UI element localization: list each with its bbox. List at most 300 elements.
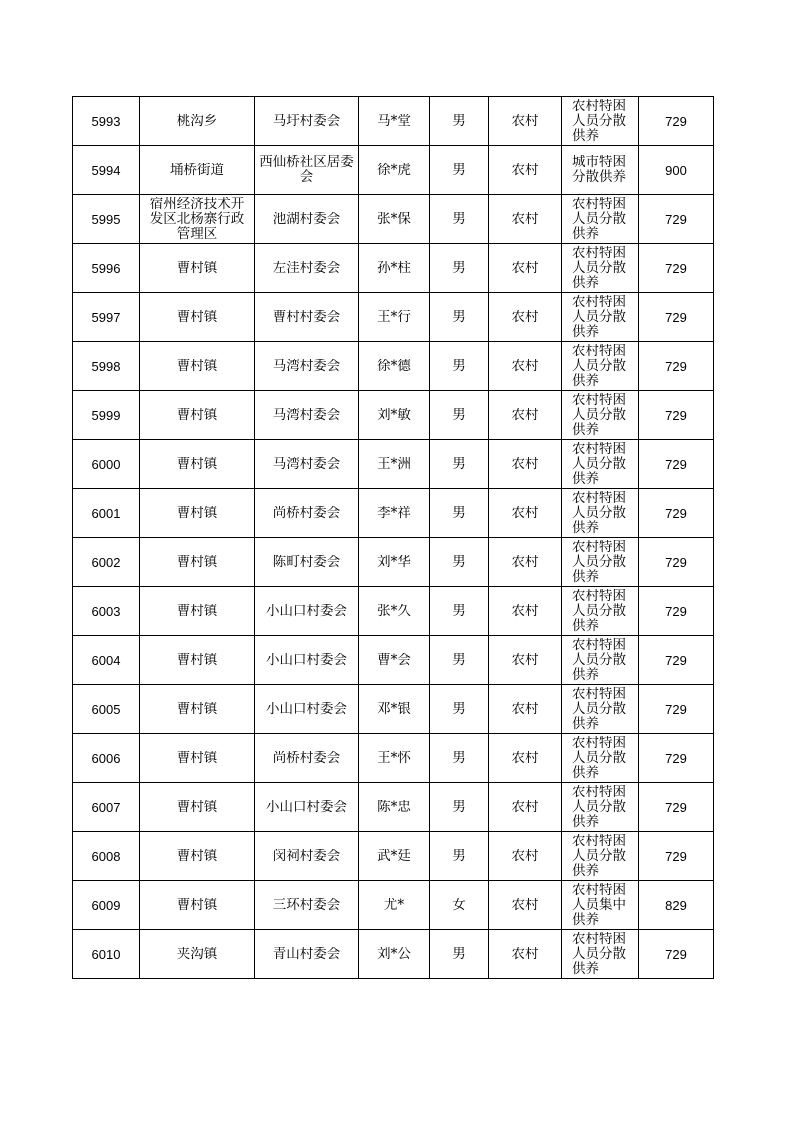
gender-cell xyxy=(430,342,489,391)
table-body xyxy=(73,97,714,979)
person-name-cell xyxy=(359,293,430,342)
village-committee-cell xyxy=(255,538,359,587)
area-type-cell-text: 农村 xyxy=(511,456,539,472)
table-row xyxy=(73,489,714,538)
serial-number-cell-text: 5996 xyxy=(91,260,121,276)
township-cell xyxy=(140,538,255,587)
area-type-cell-text: 农村 xyxy=(511,603,539,619)
amount-cell xyxy=(639,489,714,538)
person-name-cell-text: 王*洲 xyxy=(377,456,411,472)
amount-cell-text: 729 xyxy=(665,358,687,374)
township-cell xyxy=(140,489,255,538)
area-type-cell xyxy=(489,440,562,489)
amount-cell-text: 729 xyxy=(665,701,687,717)
support-category-cell xyxy=(562,587,639,636)
gender-cell xyxy=(430,636,489,685)
gender-cell-text: 男 xyxy=(452,799,466,815)
person-name-cell-text: 王*怀 xyxy=(377,750,411,766)
table-row xyxy=(73,636,714,685)
area-type-cell xyxy=(489,734,562,783)
amount-cell xyxy=(639,832,714,881)
area-type-cell xyxy=(489,489,562,538)
township-cell-text: 曹村镇 xyxy=(176,799,218,815)
area-type-cell xyxy=(489,195,562,244)
person-name-cell xyxy=(359,930,430,979)
gender-cell xyxy=(430,146,489,195)
gender-cell-text: 男 xyxy=(452,505,466,521)
village-committee-cell xyxy=(255,685,359,734)
table-row xyxy=(73,146,714,195)
village-committee-cell-text: 马湾村委会 xyxy=(272,407,341,423)
township-cell-text: 曹村镇 xyxy=(176,554,218,570)
village-committee-cell-text: 小山口村委会 xyxy=(266,799,347,815)
amount-cell-text: 729 xyxy=(665,603,687,619)
township-cell-text: 曹村镇 xyxy=(176,407,218,423)
support-category-cell xyxy=(562,930,639,979)
area-type-cell-text: 农村 xyxy=(511,701,539,717)
village-committee-cell-text: 尚桥村委会 xyxy=(272,750,341,766)
table-row xyxy=(73,244,714,293)
gender-cell-text: 男 xyxy=(452,848,466,864)
village-committee-cell-text: 小山口村委会 xyxy=(266,603,347,619)
area-type-cell-text: 农村 xyxy=(511,260,539,276)
support-category-cell xyxy=(562,97,639,146)
village-committee-cell xyxy=(255,293,359,342)
amount-cell xyxy=(639,587,714,636)
gender-cell xyxy=(430,783,489,832)
area-type-cell-text: 农村 xyxy=(511,211,539,227)
amount-cell-text: 729 xyxy=(665,505,687,521)
village-committee-cell-text: 小山口村委会 xyxy=(266,701,347,717)
village-committee-cell-text: 西仙桥社区居委会 xyxy=(259,155,354,185)
township-cell-text: 曹村镇 xyxy=(176,603,218,619)
support-category-cell xyxy=(562,636,639,685)
person-name-cell xyxy=(359,881,430,930)
serial-number-cell-text: 6006 xyxy=(91,750,121,766)
area-type-cell-text: 农村 xyxy=(511,505,539,521)
township-cell-text: 曹村镇 xyxy=(176,309,218,325)
support-category-cell-text: 农村特困人员分散供养 xyxy=(572,98,626,144)
person-name-cell xyxy=(359,244,430,293)
gender-cell-text: 男 xyxy=(452,358,466,374)
amount-cell xyxy=(639,146,714,195)
township-cell xyxy=(140,97,255,146)
amount-cell-text: 729 xyxy=(665,309,687,325)
township-cell xyxy=(140,881,255,930)
support-category-cell xyxy=(562,538,639,587)
support-category-cell-text: 农村特困人员分散供养 xyxy=(572,196,626,242)
gender-cell-text: 男 xyxy=(452,946,466,962)
serial-number-cell xyxy=(73,538,140,587)
serial-number-cell xyxy=(73,97,140,146)
gender-cell xyxy=(430,195,489,244)
township-cell xyxy=(140,832,255,881)
amount-cell xyxy=(639,195,714,244)
serial-number-cell xyxy=(73,293,140,342)
support-category-cell-text: 农村特困人员分散供养 xyxy=(572,245,626,291)
person-name-cell xyxy=(359,783,430,832)
person-name-cell xyxy=(359,391,430,440)
area-type-cell-text: 农村 xyxy=(511,946,539,962)
village-committee-cell xyxy=(255,97,359,146)
township-cell xyxy=(140,783,255,832)
gender-cell xyxy=(430,391,489,440)
gender-cell xyxy=(430,930,489,979)
table-row xyxy=(73,342,714,391)
amount-cell-text: 829 xyxy=(665,897,687,913)
township-cell-text: 埇桥街道 xyxy=(170,162,224,178)
support-category-cell xyxy=(562,146,639,195)
person-name-cell xyxy=(359,489,430,538)
township-cell-text: 夹沟镇 xyxy=(176,946,218,962)
amount-cell-text: 729 xyxy=(665,848,687,864)
gender-cell xyxy=(430,832,489,881)
village-committee-cell-text: 三环村委会 xyxy=(272,897,341,913)
person-name-cell-text: 徐*虎 xyxy=(377,162,411,178)
village-committee-cell-text: 左洼村委会 xyxy=(272,260,341,276)
village-committee-cell xyxy=(255,783,359,832)
township-cell-text: 曹村镇 xyxy=(176,848,218,864)
person-name-cell-text: 刘*公 xyxy=(377,946,411,962)
township-cell xyxy=(140,293,255,342)
area-type-cell xyxy=(489,832,562,881)
table-row xyxy=(73,195,714,244)
gender-cell xyxy=(430,587,489,636)
person-name-cell-text: 武*廷 xyxy=(377,848,411,864)
township-cell-text: 曹村镇 xyxy=(176,652,218,668)
gender-cell-text: 男 xyxy=(452,701,466,717)
support-category-cell xyxy=(562,489,639,538)
serial-number-cell xyxy=(73,832,140,881)
village-committee-cell-text: 小山口村委会 xyxy=(266,652,347,668)
village-committee-cell-text: 青山村委会 xyxy=(272,946,341,962)
support-category-cell-text: 农村特困人员分散供养 xyxy=(572,833,626,879)
support-category-cell xyxy=(562,832,639,881)
person-name-cell-text: 张*保 xyxy=(377,211,411,227)
township-cell xyxy=(140,244,255,293)
support-category-cell-text: 农村特困人员分散供养 xyxy=(572,441,626,487)
person-name-cell-text: 尤* xyxy=(383,897,405,913)
amount-cell-text: 729 xyxy=(665,750,687,766)
area-type-cell xyxy=(489,146,562,195)
amount-cell xyxy=(639,293,714,342)
serial-number-cell-text: 6010 xyxy=(91,946,121,962)
township-cell xyxy=(140,734,255,783)
village-committee-cell-text: 马湾村委会 xyxy=(272,358,341,374)
amount-cell xyxy=(639,734,714,783)
support-category-cell xyxy=(562,342,639,391)
person-name-cell-text: 孙*柱 xyxy=(377,260,411,276)
serial-number-cell-text: 6008 xyxy=(91,848,121,864)
amount-cell xyxy=(639,783,714,832)
gender-cell-text: 男 xyxy=(452,162,466,178)
village-committee-cell xyxy=(255,391,359,440)
table-row xyxy=(73,538,714,587)
area-type-cell xyxy=(489,881,562,930)
support-category-cell-text: 农村特困人员分散供养 xyxy=(572,637,626,683)
area-type-cell xyxy=(489,293,562,342)
serial-number-cell xyxy=(73,636,140,685)
amount-cell-text: 729 xyxy=(665,113,687,129)
area-type-cell-text: 农村 xyxy=(511,652,539,668)
area-type-cell xyxy=(489,636,562,685)
area-type-cell-text: 农村 xyxy=(511,113,539,129)
support-category-cell-text: 城市特困分散供养 xyxy=(572,155,626,185)
relief-roster-table xyxy=(72,96,714,979)
gender-cell xyxy=(430,244,489,293)
table-row xyxy=(73,832,714,881)
support-category-cell-text: 农村特困人员分散供养 xyxy=(572,343,626,389)
gender-cell-text: 男 xyxy=(452,211,466,227)
serial-number-cell xyxy=(73,195,140,244)
area-type-cell-text: 农村 xyxy=(511,750,539,766)
area-type-cell xyxy=(489,587,562,636)
area-type-cell xyxy=(489,538,562,587)
village-committee-cell xyxy=(255,342,359,391)
gender-cell xyxy=(430,293,489,342)
support-category-cell xyxy=(562,244,639,293)
area-type-cell-text: 农村 xyxy=(511,897,539,913)
person-name-cell xyxy=(359,342,430,391)
person-name-cell xyxy=(359,636,430,685)
township-cell xyxy=(140,195,255,244)
person-name-cell-text: 陈*忠 xyxy=(377,799,411,815)
area-type-cell xyxy=(489,244,562,293)
gender-cell xyxy=(430,440,489,489)
amount-cell-text: 729 xyxy=(665,456,687,472)
serial-number-cell xyxy=(73,685,140,734)
township-cell-text: 曹村镇 xyxy=(176,897,218,913)
village-committee-cell xyxy=(255,832,359,881)
township-cell-text: 曹村镇 xyxy=(176,505,218,521)
person-name-cell-text: 徐*德 xyxy=(377,358,411,374)
gender-cell xyxy=(430,538,489,587)
amount-cell xyxy=(639,342,714,391)
support-category-cell-text: 农村特困人员分散供养 xyxy=(572,490,626,536)
person-name-cell xyxy=(359,146,430,195)
table-row xyxy=(73,685,714,734)
amount-cell-text: 729 xyxy=(665,211,687,227)
support-category-cell xyxy=(562,293,639,342)
serial-number-cell xyxy=(73,783,140,832)
village-committee-cell xyxy=(255,146,359,195)
township-cell xyxy=(140,685,255,734)
township-cell xyxy=(140,146,255,195)
area-type-cell xyxy=(489,97,562,146)
person-name-cell xyxy=(359,195,430,244)
serial-number-cell-text: 6002 xyxy=(91,554,121,570)
amount-cell xyxy=(639,440,714,489)
support-category-cell xyxy=(562,685,639,734)
gender-cell-text: 男 xyxy=(452,652,466,668)
township-cell xyxy=(140,391,255,440)
area-type-cell-text: 农村 xyxy=(511,848,539,864)
village-committee-cell-text: 曹村村委会 xyxy=(272,309,341,325)
village-committee-cell-text: 池湖村委会 xyxy=(272,211,341,227)
township-cell-text: 曹村镇 xyxy=(176,701,218,717)
village-committee-cell xyxy=(255,930,359,979)
table-row xyxy=(73,440,714,489)
table-row xyxy=(73,783,714,832)
area-type-cell xyxy=(489,783,562,832)
village-committee-cell-text: 闵祠村委会 xyxy=(272,848,341,864)
village-committee-cell xyxy=(255,244,359,293)
support-category-cell xyxy=(562,881,639,930)
township-cell-text: 桃沟乡 xyxy=(176,113,218,129)
person-name-cell xyxy=(359,440,430,489)
village-committee-cell-text: 尚桥村委会 xyxy=(272,505,341,521)
serial-number-cell xyxy=(73,734,140,783)
person-name-cell-text: 刘*华 xyxy=(377,554,411,570)
area-type-cell xyxy=(489,342,562,391)
serial-number-cell-text: 6000 xyxy=(91,456,121,472)
area-type-cell-text: 农村 xyxy=(511,309,539,325)
serial-number-cell-text: 6003 xyxy=(91,603,121,619)
gender-cell-text: 女 xyxy=(452,897,466,913)
serial-number-cell xyxy=(73,930,140,979)
gender-cell xyxy=(430,489,489,538)
serial-number-cell xyxy=(73,146,140,195)
township-cell xyxy=(140,636,255,685)
township-cell-text: 曹村镇 xyxy=(176,358,218,374)
serial-number-cell-text: 6005 xyxy=(91,701,121,717)
amount-cell xyxy=(639,685,714,734)
serial-number-cell xyxy=(73,881,140,930)
person-name-cell xyxy=(359,734,430,783)
gender-cell xyxy=(430,97,489,146)
township-cell xyxy=(140,342,255,391)
amount-cell-text: 729 xyxy=(665,799,687,815)
area-type-cell-text: 农村 xyxy=(511,358,539,374)
village-committee-cell-text: 马湾村委会 xyxy=(272,456,341,472)
amount-cell-text: 729 xyxy=(665,652,687,668)
support-category-cell xyxy=(562,195,639,244)
serial-number-cell xyxy=(73,440,140,489)
serial-number-cell-text: 5997 xyxy=(91,309,121,325)
support-category-cell-text: 农村特困人员分散供养 xyxy=(572,931,626,977)
serial-number-cell-text: 5998 xyxy=(91,358,121,374)
table-row xyxy=(73,930,714,979)
amount-cell xyxy=(639,636,714,685)
township-cell xyxy=(140,930,255,979)
table-row xyxy=(73,881,714,930)
table-row xyxy=(73,293,714,342)
support-category-cell-text: 农村特困人员分散供养 xyxy=(572,539,626,585)
support-category-cell-text: 农村特困人员分散供养 xyxy=(572,588,626,634)
village-committee-cell xyxy=(255,440,359,489)
support-category-cell xyxy=(562,783,639,832)
gender-cell xyxy=(430,881,489,930)
village-committee-cell xyxy=(255,489,359,538)
person-name-cell xyxy=(359,538,430,587)
person-name-cell xyxy=(359,587,430,636)
area-type-cell xyxy=(489,930,562,979)
area-type-cell xyxy=(489,391,562,440)
person-name-cell-text: 曹*会 xyxy=(377,652,411,668)
area-type-cell-text: 农村 xyxy=(511,162,539,178)
serial-number-cell-text: 5999 xyxy=(91,407,121,423)
serial-number-cell xyxy=(73,489,140,538)
amount-cell xyxy=(639,391,714,440)
amount-cell xyxy=(639,538,714,587)
serial-number-cell-text: 6004 xyxy=(91,652,121,668)
table-row xyxy=(73,391,714,440)
support-category-cell-text: 农村特困人员分散供养 xyxy=(572,735,626,781)
serial-number-cell-text: 5995 xyxy=(91,211,121,227)
village-committee-cell xyxy=(255,636,359,685)
person-name-cell-text: 李*祥 xyxy=(377,505,411,521)
gender-cell-text: 男 xyxy=(452,603,466,619)
table-row xyxy=(73,587,714,636)
gender-cell-text: 男 xyxy=(452,113,466,129)
village-committee-cell xyxy=(255,881,359,930)
area-type-cell-text: 农村 xyxy=(511,799,539,815)
amount-cell-text: 729 xyxy=(665,407,687,423)
serial-number-cell-text: 6007 xyxy=(91,799,121,815)
area-type-cell xyxy=(489,685,562,734)
support-category-cell-text: 农村特困人员分散供养 xyxy=(572,686,626,732)
serial-number-cell xyxy=(73,391,140,440)
gender-cell-text: 男 xyxy=(452,407,466,423)
serial-number-cell xyxy=(73,244,140,293)
gender-cell-text: 男 xyxy=(452,456,466,472)
serial-number-cell-text: 5993 xyxy=(91,113,121,129)
amount-cell xyxy=(639,930,714,979)
village-committee-cell xyxy=(255,734,359,783)
amount-cell-text: 729 xyxy=(665,946,687,962)
support-category-cell-text: 农村特困人员分散供养 xyxy=(572,294,626,340)
support-category-cell xyxy=(562,734,639,783)
gender-cell xyxy=(430,685,489,734)
township-cell xyxy=(140,587,255,636)
village-committee-cell-text: 马圩村委会 xyxy=(272,113,341,129)
person-name-cell-text: 马*堂 xyxy=(377,113,411,129)
amount-cell-text: 729 xyxy=(665,260,687,276)
support-category-cell xyxy=(562,391,639,440)
township-cell-text: 曹村镇 xyxy=(176,260,218,276)
township-cell xyxy=(140,440,255,489)
village-committee-cell xyxy=(255,195,359,244)
gender-cell-text: 男 xyxy=(452,554,466,570)
person-name-cell-text: 王*行 xyxy=(377,309,411,325)
gender-cell xyxy=(430,734,489,783)
support-category-cell-text: 农村特困人员集中供养 xyxy=(572,882,626,928)
township-cell-text: 宿州经济技术开发区北杨寨行政管理区 xyxy=(149,196,245,242)
person-name-cell-text: 邓*银 xyxy=(377,701,411,717)
gender-cell-text: 男 xyxy=(452,260,466,276)
person-name-cell-text: 张*久 xyxy=(377,603,411,619)
person-name-cell xyxy=(359,97,430,146)
gender-cell-text: 男 xyxy=(452,309,466,325)
person-name-cell-text: 刘*敏 xyxy=(377,407,411,423)
support-category-cell xyxy=(562,440,639,489)
table-row xyxy=(73,734,714,783)
area-type-cell-text: 农村 xyxy=(511,554,539,570)
serial-number-cell xyxy=(73,587,140,636)
amount-cell-text: 729 xyxy=(665,554,687,570)
amount-cell-text: 900 xyxy=(665,162,687,178)
serial-number-cell-text: 6001 xyxy=(91,505,121,521)
township-cell-text: 曹村镇 xyxy=(176,750,218,766)
support-category-cell-text: 农村特困人员分散供养 xyxy=(572,784,626,830)
person-name-cell xyxy=(359,685,430,734)
amount-cell xyxy=(639,97,714,146)
township-cell-text: 曹村镇 xyxy=(176,456,218,472)
support-category-cell-text: 农村特困人员分散供养 xyxy=(572,392,626,438)
amount-cell xyxy=(639,881,714,930)
serial-number-cell xyxy=(73,342,140,391)
serial-number-cell-text: 5994 xyxy=(91,162,121,178)
